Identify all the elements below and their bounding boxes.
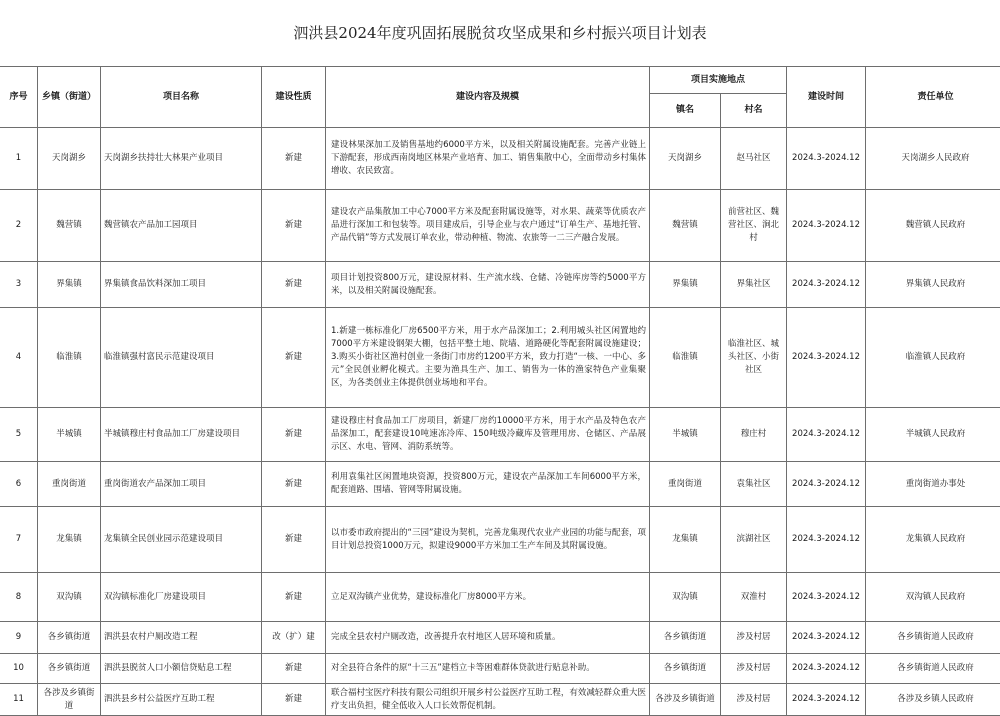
row-project-name: 天岗湖乡扶持壮大林果产业项目 — [101, 128, 262, 190]
row-period: 2024.3-2024.12 — [787, 507, 866, 573]
row-unit: 双沟镇人民政府 — [866, 573, 1000, 622]
table-row — [0, 128, 1000, 190]
table-row — [0, 684, 1000, 716]
row-period: 2024.3-2024.12 — [787, 128, 866, 190]
row-period: 2024.3-2024.12 — [787, 190, 866, 262]
row-seq: 3 — [0, 262, 38, 308]
row-content: 以市委市政府提出的“三园”建设为契机，完善龙集现代农业产业园的功能与配套，项目计划总投资1000万元，拟建设9000平方米加工生产车间及其附属设施。 — [326, 507, 650, 573]
header-town: 乡镇（街道） — [38, 67, 101, 128]
table-row — [0, 622, 1000, 654]
row-project-name: 泗洪县乡村公益医疗互助工程 — [101, 684, 262, 716]
row-seq: 11 — [0, 684, 38, 716]
row-period: 2024.3-2024.12 — [787, 573, 866, 622]
row-loc-village: 前营社区、魏营社区、涧北村 — [721, 190, 787, 262]
row-project-name: 重岗街道农产品深加工项目 — [101, 462, 262, 507]
row-loc-village: 涉及村居 — [721, 684, 787, 716]
row-loc-village: 涉及村居 — [721, 622, 787, 654]
table-row — [0, 408, 1000, 462]
row-seq: 10 — [0, 654, 38, 684]
row-period: 2024.3-2024.12 — [787, 622, 866, 654]
row-seq: 1 — [0, 128, 38, 190]
row-unit: 半城镇人民政府 — [866, 408, 1000, 462]
row-project-name: 泗洪县农村户厕改造工程 — [101, 622, 262, 654]
row-seq: 5 — [0, 408, 38, 462]
row-seq: 4 — [0, 308, 38, 408]
row-content: 立足双沟镇产业优势，建设标准化厂房8000平方米。 — [326, 573, 650, 622]
row-loc-town: 界集镇 — [650, 262, 721, 308]
row-unit: 魏营镇人民政府 — [866, 190, 1000, 262]
table-row — [0, 262, 1000, 308]
row-nature: 新建 — [262, 684, 326, 716]
header-location: 项目实施地点 — [650, 67, 787, 94]
row-content: 对全县符合条件的原“十三五”建档立卡等困难群体贷款进行贴息补助。 — [326, 654, 650, 684]
row-unit: 各涉及乡镇人民政府 — [866, 684, 1000, 716]
table-row — [0, 308, 1000, 408]
table-row — [0, 190, 1000, 262]
row-loc-town: 魏营镇 — [650, 190, 721, 262]
row-town: 临淮镇 — [38, 308, 101, 408]
row-nature: 新建 — [262, 308, 326, 408]
row-loc-town: 重岗街道 — [650, 462, 721, 507]
row-town: 双沟镇 — [38, 573, 101, 622]
row-nature: 新建 — [262, 128, 326, 190]
row-project-name: 泗洪县脱贫人口小额信贷贴息工程 — [101, 654, 262, 684]
row-loc-town: 双沟镇 — [650, 573, 721, 622]
row-unit: 重岗街道办事处 — [866, 462, 1000, 507]
row-loc-village: 袁集社区 — [721, 462, 787, 507]
row-loc-town: 龙集镇 — [650, 507, 721, 573]
page-title: 泗洪县2024年度巩固拓展脱贫攻坚成果和乡村振兴项目计划表 — [293, 24, 707, 42]
row-content: 完成全县农村户厕改造，改善提升农村地区人居环境和质量。 — [326, 622, 650, 654]
row-town: 重岗街道 — [38, 462, 101, 507]
header-loc-town: 镇名 — [650, 94, 721, 128]
row-nature: 新建 — [262, 190, 326, 262]
row-nature: 改（扩）建 — [262, 622, 326, 654]
row-content: 建设农产品集散加工中心7000平方米及配套附属设施等，对水果、蔬菜等优质农产品进行深加工和包装等。项目建成后，引导企业与农户通过“订单生产、基地托管、产品代销”等方式发展订单农业，带动种植、物流、农旅等一二三产融合发展。 — [326, 190, 650, 262]
row-town: 各乡镇街道 — [38, 622, 101, 654]
row-loc-village: 滨湖社区 — [721, 507, 787, 573]
header-period: 建设时间 — [787, 67, 866, 128]
row-seq: 7 — [0, 507, 38, 573]
row-unit: 各乡镇街道人民政府 — [866, 654, 1000, 684]
row-project-name: 魏营镇农产品加工园项目 — [101, 190, 262, 262]
row-loc-village: 临淮社区、城头社区、小街社区 — [721, 308, 787, 408]
row-unit: 界集镇人民政府 — [866, 262, 1000, 308]
row-project-name: 半城镇穆庄村食品加工厂房建设项目 — [101, 408, 262, 462]
row-seq: 9 — [0, 622, 38, 654]
row-period: 2024.3-2024.12 — [787, 408, 866, 462]
row-unit: 临淮镇人民政府 — [866, 308, 1000, 408]
row-loc-village: 赵马社区 — [721, 128, 787, 190]
row-period: 2024.3-2024.12 — [787, 654, 866, 684]
row-town: 魏营镇 — [38, 190, 101, 262]
row-period: 2024.3-2024.12 — [787, 262, 866, 308]
row-project-name: 龙集镇全民创业园示范建设项目 — [101, 507, 262, 573]
table-row — [0, 654, 1000, 684]
row-loc-village: 界集社区 — [721, 262, 787, 308]
row-nature: 新建 — [262, 408, 326, 462]
header-seq: 序号 — [0, 67, 38, 128]
row-loc-town: 各乡镇街道 — [650, 622, 721, 654]
header-project-name: 项目名称 — [101, 67, 262, 128]
row-content: 1.新建一栋标准化厂房6500平方米，用于水产品深加工；2.利用城头社区闲置地约7000平方米建设钢架大棚，包括平整土地、院墙、道路硬化等配套附属设施建设；3.购买小街社区渔村创业一条街门市房约1200平方米，致力打造“一核、一中心、多元”全民创业孵化模式。主要为渔具生产、加工、销售为一体的渔家特色产业集聚区，为各类创业主体提供创业场地和平台。 — [326, 308, 650, 408]
table-row — [0, 573, 1000, 622]
row-project-name: 双沟镇标准化厂房建设项目 — [101, 573, 262, 622]
row-town: 界集镇 — [38, 262, 101, 308]
row-unit: 天岗湖乡人民政府 — [866, 128, 1000, 190]
row-period: 2024.3-2024.12 — [787, 462, 866, 507]
row-period: 2024.3-2024.12 — [787, 684, 866, 716]
row-seq: 8 — [0, 573, 38, 622]
row-town: 天岗湖乡 — [38, 128, 101, 190]
table-row — [0, 507, 1000, 573]
row-loc-village: 双淮村 — [721, 573, 787, 622]
row-nature: 新建 — [262, 507, 326, 573]
row-project-name: 临淮镇强村富民示范建设项目 — [101, 308, 262, 408]
header-loc-village: 村名 — [721, 94, 787, 128]
row-unit: 各乡镇街道人民政府 — [866, 622, 1000, 654]
row-town: 各乡镇街道 — [38, 654, 101, 684]
row-loc-town: 各乡镇街道 — [650, 654, 721, 684]
header-unit: 责任单位 — [866, 67, 1000, 128]
row-period: 2024.3-2024.12 — [787, 308, 866, 408]
row-unit: 龙集镇人民政府 — [866, 507, 1000, 573]
row-loc-town: 临淮镇 — [650, 308, 721, 408]
row-nature: 新建 — [262, 654, 326, 684]
row-project-name: 界集镇食品饮料深加工项目 — [101, 262, 262, 308]
row-content: 利用袁集社区闲置地块资源，投资800万元，建设农产品深加工车间6000平方米，配套道路、围墙、管网等附属设施。 — [326, 462, 650, 507]
row-nature: 新建 — [262, 462, 326, 507]
row-loc-town: 各涉及乡镇街道 — [650, 684, 721, 716]
row-content: 建设林果深加工及销售基地约6000平方米，以及相关附属设施配套。完善产业链上下游配套，形成西南岗地区林果产业培育、加工、销售集散中心，全面带动乡村集体增收、农民致富。 — [326, 128, 650, 190]
row-town: 龙集镇 — [38, 507, 101, 573]
project-plan-table — [0, 66, 1000, 716]
row-nature: 新建 — [262, 573, 326, 622]
row-loc-village: 涉及村居 — [721, 654, 787, 684]
header-content: 建设内容及规模 — [326, 67, 650, 128]
row-loc-village: 穆庄村 — [721, 408, 787, 462]
row-seq: 6 — [0, 462, 38, 507]
row-town: 各涉及乡镇街道 — [38, 684, 101, 716]
row-seq: 2 — [0, 190, 38, 262]
table-row — [0, 462, 1000, 507]
row-loc-town: 半城镇 — [650, 408, 721, 462]
row-town: 半城镇 — [38, 408, 101, 462]
row-nature: 新建 — [262, 262, 326, 308]
row-loc-town: 天岗湖乡 — [650, 128, 721, 190]
header-nature: 建设性质 — [262, 67, 326, 128]
row-content: 项目计划投资800万元，建设原材料、生产流水线、仓储、冷链库房等约5000平方米，以及相关附属设施配套。 — [326, 262, 650, 308]
row-content: 联合福村宝医疗科技有限公司组织开展乡村公益医疗互助工程，有效减轻群众重大医疗支出负担，健全低收入人口长效帮促机制。 — [326, 684, 650, 716]
row-content: 建设穆庄村食品加工厂房项目，新建厂房约10000平方米，用于水产品及特色农产品深加工，配套建设10吨速冻冷库、150吨级冷藏库及管理用房、仓储区、产品展示区、水电、管网、消防系统等。 — [326, 408, 650, 462]
